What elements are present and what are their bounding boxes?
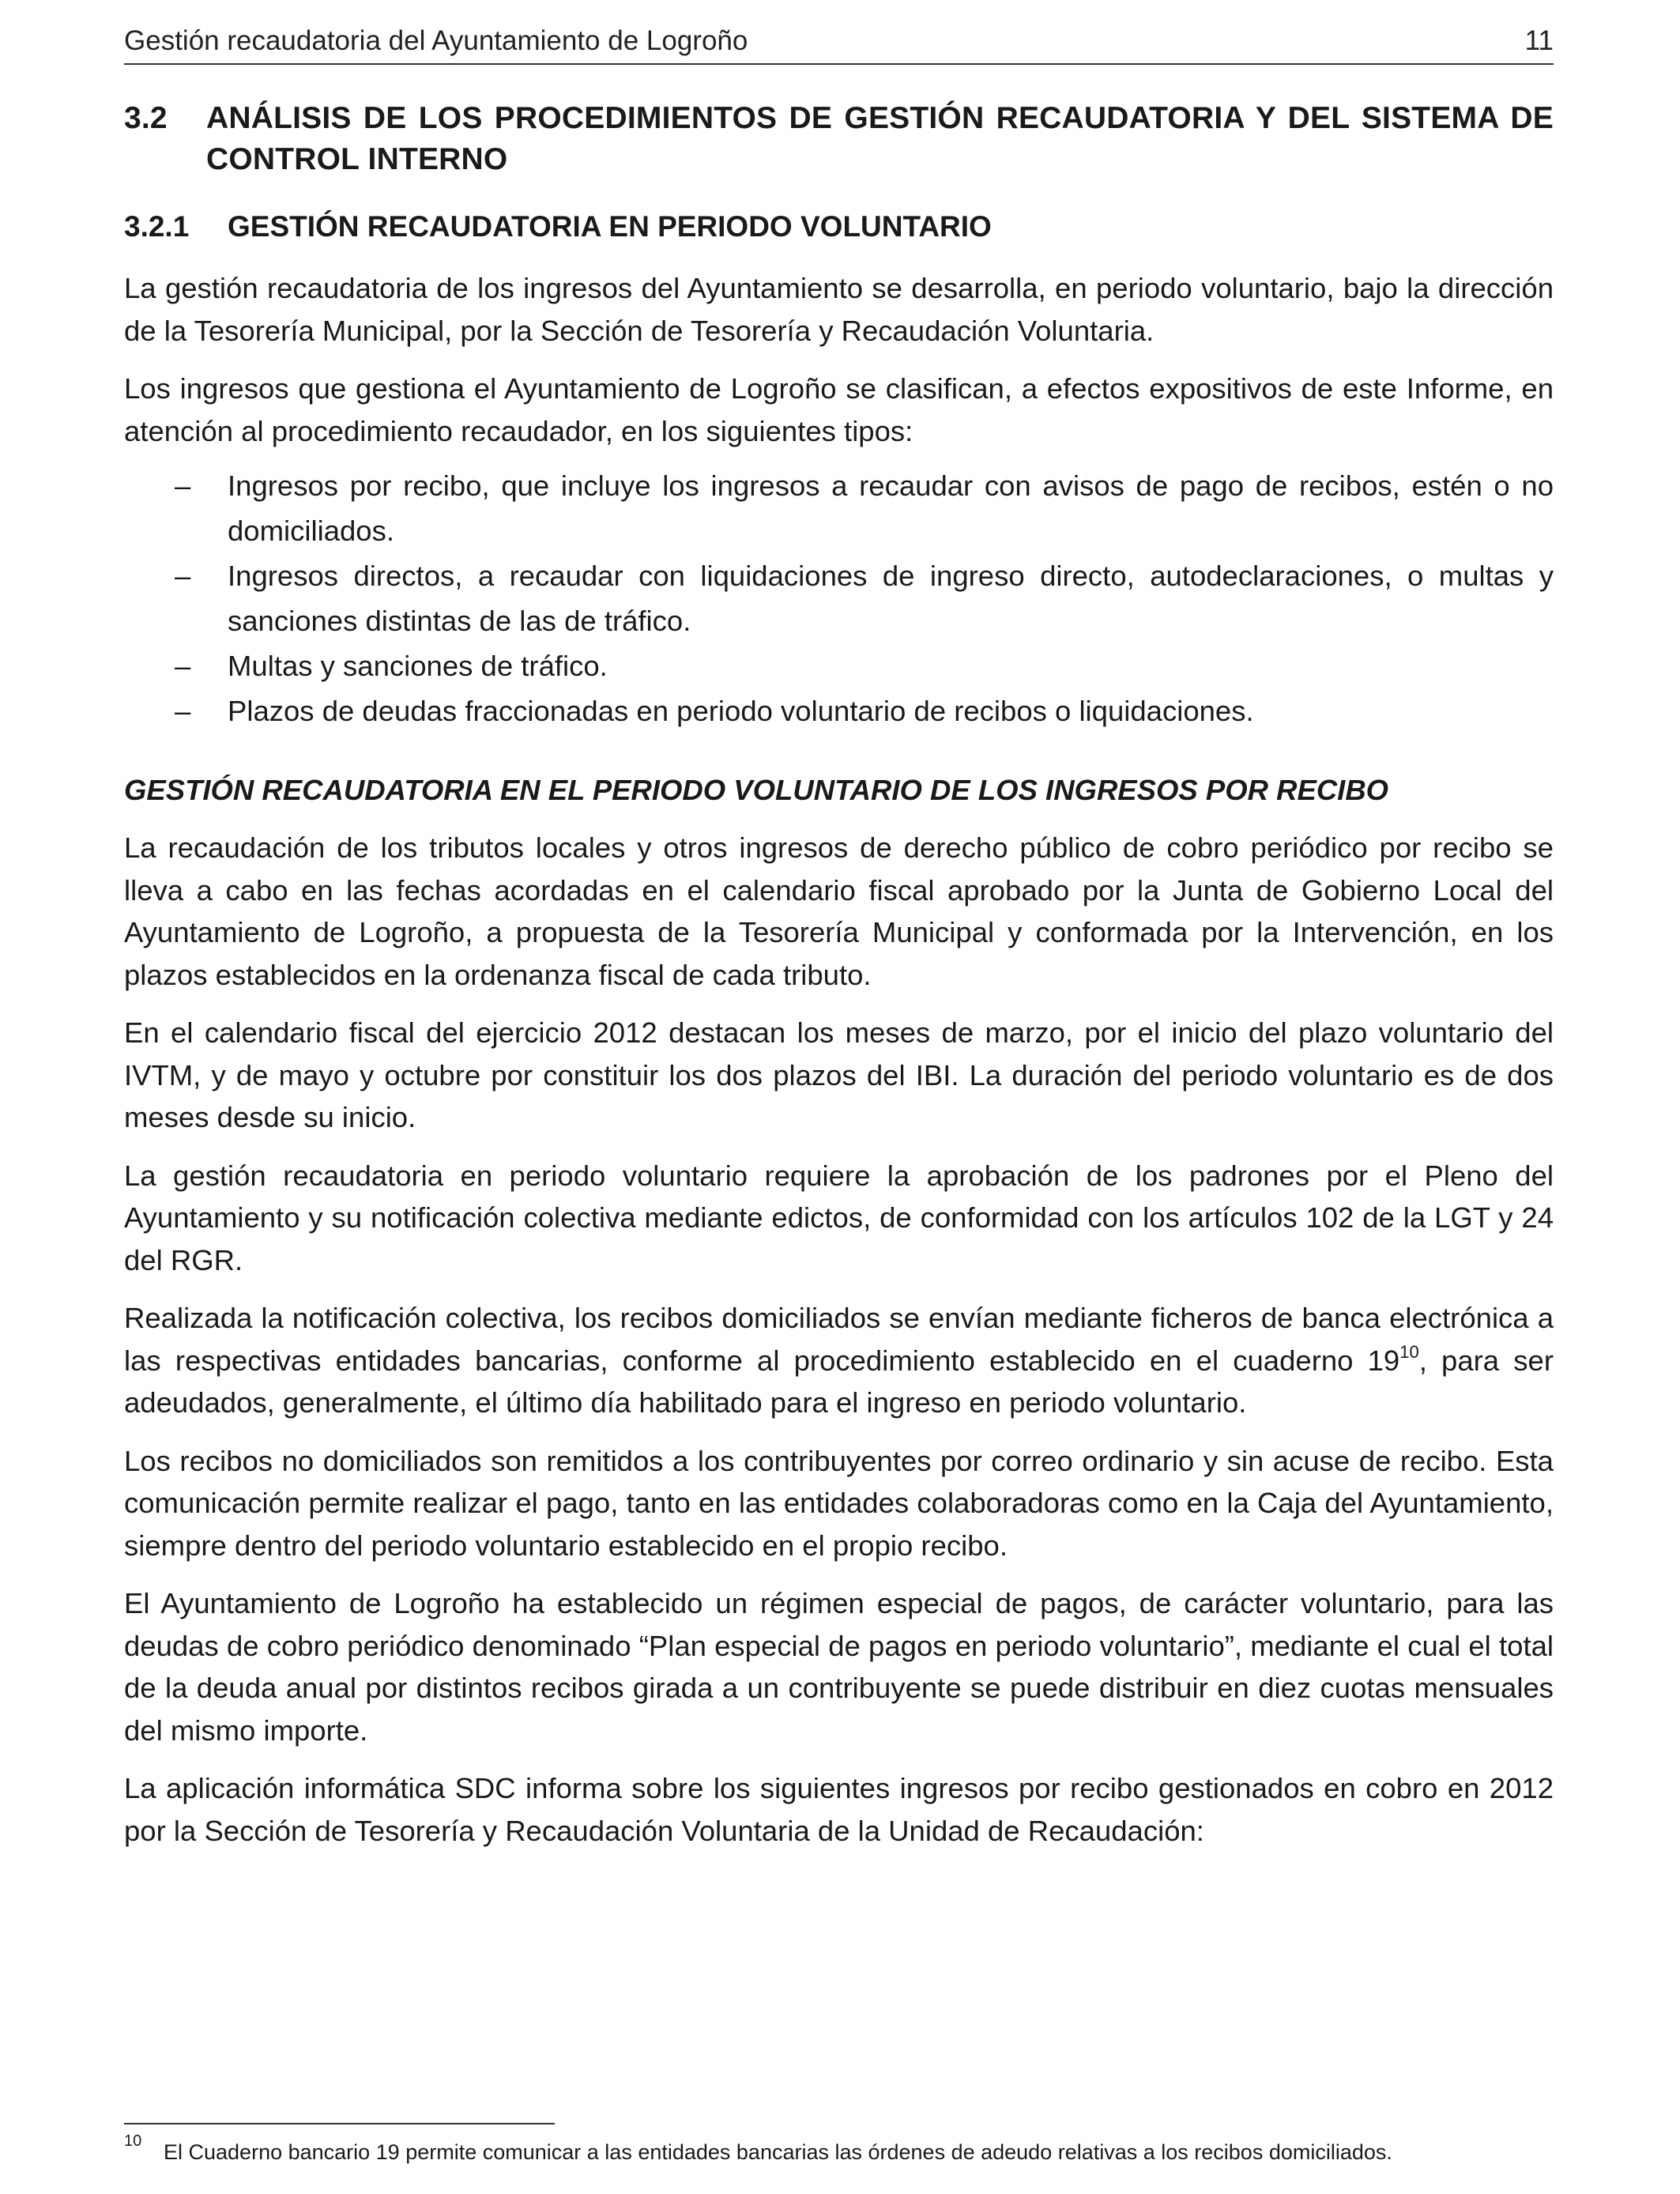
footnote-number: 10 <box>124 2132 142 2150</box>
body-paragraph: La gestión recaudatoria en periodo voluntario requiere la aprobación de los padrones por el Pleno del Ayuntamiento y su notificación colectiva mediante edictos, de conformidad con los artículos 102 de la LGT y 24 del RGR. <box>124 1159 1554 1276</box>
dash-bullet: – <box>175 695 191 727</box>
intro-paragraph: Los ingresos que gestiona el Ayuntamiento de Logroño se clasifican, a efectos expositivos de este Informe, en atención al procedimiento recaudador, en los siguientes tipos: <box>124 372 1554 447</box>
document-page <box>124 0 1554 2194</box>
subsection-number: 3.2.1 <box>124 210 190 243</box>
body-paragraph: En el calendario fiscal del ejercicio 2012 destacan los meses de marzo, por el inicio del plazo voluntario del IVTM, y de mayo y octubre por constituir los dos plazos del IBI. La duración del periodo voluntario es de dos meses desde su inicio. <box>124 1016 1554 1133</box>
subsection-heading <box>124 207 1554 247</box>
list-item <box>124 643 1554 688</box>
body-paragraph <box>124 1297 1554 1424</box>
running-header <box>124 19 1554 65</box>
footnote-reference: 10 <box>1399 1342 1419 1363</box>
page-content <box>124 98 1554 1868</box>
list-item <box>124 553 1554 643</box>
body-paragraph: Los recibos no domiciliados son remitidos a los contribuyentes por correo ordinario y sin acuse de recibo. Esta comunicación permite realizar el pago, tanto en las entidades colaboradoras como en la Caja del Ayuntamiento, siempre dentro del periodo voluntario establecido en el propio recibo. <box>124 1444 1554 1562</box>
dash-bullet: – <box>175 469 191 502</box>
list-item-text: Ingresos por recibo, que incluye los ingresos a recaudar con avisos de pago de recibos, estén o no domiciliados. <box>228 469 1554 547</box>
footnote-separator <box>124 2123 555 2124</box>
body-paragraph: El Ayuntamiento de Logroño ha establecido un régimen especial de pagos, de carácter voluntario, para las deudas de cobro periódico denominado “Plan especial de pagos en periodo voluntario”, mediante el cual el total de la deuda anual por distintos recibos girada a un contribuyente se puede distribuir en diez cuotas mensuales del mismo importe. <box>124 1587 1554 1747</box>
intro-paragraph: La gestión recaudatoria de los ingresos del Ayuntamiento se desarrolla, en periodo voluntario, bajo la dirección de la Tesorería Municipal, por la Sección de Tesorería y Recaudación Voluntaria. <box>124 272 1554 347</box>
subsection-title: GESTIÓN RECAUDATORIA EN PERIODO VOLUNTARIO <box>228 210 992 243</box>
income-types-list <box>124 463 1554 733</box>
dash-bullet: – <box>175 560 191 592</box>
italic-subheading: GESTIÓN RECAUDATORIA EN EL PERIODO VOLUNTARIO DE LOS INGRESOS POR RECIBO <box>124 774 1389 806</box>
body-paragraph: La aplicación informática SDC informa sobre los siguientes ingresos por recibo gestionados en cobro en 2012 por la Sección de Tesorería y Recaudación Voluntaria de la Unidad de Recaudación: <box>124 1772 1554 1847</box>
list-item-text: Ingresos directos, a recaudar con liquidaciones de ingreso directo, autodeclaraciones, o multas y sanciones distintas de las de tráfico. <box>228 560 1554 637</box>
paragraph-text: , para ser adeudados, generalmente, el último día habilitado para el ingreso en periodo voluntario. <box>124 1344 1554 1419</box>
list-item-text: Plazos de deudas fraccionadas en periodo voluntario de recibos o liquidaciones. <box>228 695 1254 727</box>
dash-bullet: – <box>175 650 191 682</box>
body-paragraph: La recaudación de los tributos locales y otros ingresos de derecho público de cobro periódico por recibo se lleva a cabo en las fechas acordadas en el calendario fiscal aprobado por la Junta de Gobierno Local del Ayuntamiento de Logroño, a propuesta de la Tesorería Municipal y conformada por la Intervención, en los plazos establecidos en la ordenanza fiscal de cada tributo. <box>124 831 1554 991</box>
list-item <box>124 688 1554 733</box>
list-item-text: Multas y sanciones de tráfico. <box>228 650 608 682</box>
section-title: ANÁLISIS DE LOS PROCEDIMIENTOS DE GESTIÓN RECAUDATORIA Y DEL SISTEMA DE CONTROL INTERNO <box>206 101 1554 176</box>
list-item <box>124 463 1554 553</box>
page-number: 11 <box>1524 25 1554 56</box>
paragraph-text: Realizada la notificación colectiva, los recibos domiciliados se envían mediante ficheros de banca electrónica a las respectivas entidades bancarias, conforme al procedimiento establecido en el cuaderno 19 <box>124 1302 1554 1377</box>
section-heading <box>124 98 1554 180</box>
footnote-text: El Cuaderno bancario 19 permite comunicar a las entidades bancarias las órdenes de adeudo relativas a los recibos domiciliados. <box>164 2140 1392 2164</box>
header-title: Gestión recaudatoria del Ayuntamiento de Logroño <box>124 25 748 56</box>
section-number: 3.2 <box>124 101 168 135</box>
